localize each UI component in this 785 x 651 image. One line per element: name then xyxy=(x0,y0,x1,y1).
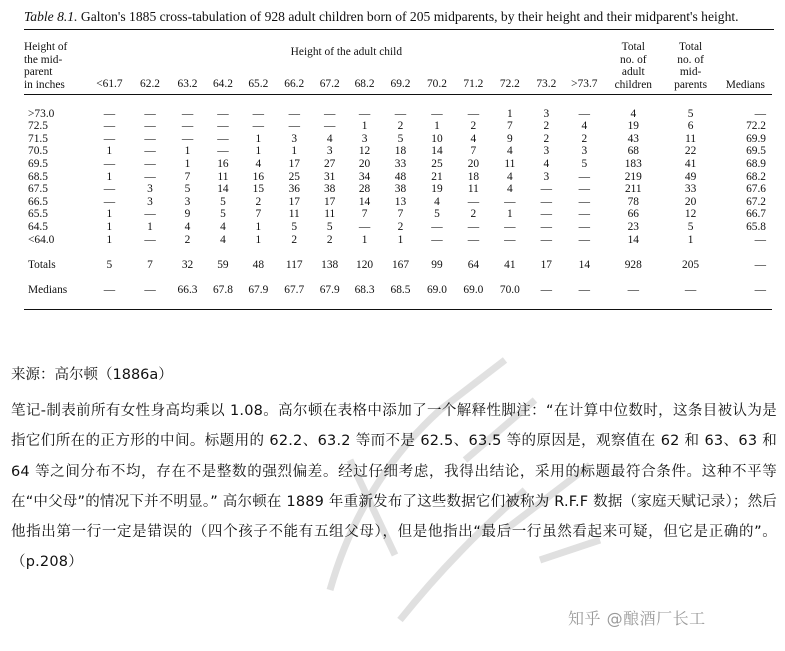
count-cell: 1 xyxy=(434,120,440,133)
count-cell: 9 xyxy=(184,208,191,221)
count-cell: — xyxy=(103,195,116,208)
count-cell: — xyxy=(540,233,552,246)
count-cell: 4 xyxy=(543,157,550,170)
count-cell: 67.8 xyxy=(212,283,233,296)
total-children-cell: 928 xyxy=(624,258,642,271)
count-cell: — xyxy=(578,107,591,120)
count-cell: 138 xyxy=(321,258,339,271)
count-cell: — xyxy=(504,220,516,233)
child-height-column-header: 65.2 xyxy=(248,78,269,90)
count-cell: — xyxy=(467,107,480,120)
table-row xyxy=(24,196,772,209)
row-label: Totals xyxy=(28,258,56,271)
count-cell: 3 xyxy=(543,170,550,183)
count-cell: — xyxy=(144,107,156,120)
total-midparents-cell: 20 xyxy=(684,195,697,208)
count-cell: 2 xyxy=(470,208,477,221)
total-midparents-cell: 5 xyxy=(687,107,694,120)
total-midparents-cell: 12 xyxy=(684,208,697,221)
count-cell: 5 xyxy=(184,183,191,196)
count-cell: 5 xyxy=(397,132,404,145)
count-cell: 9 xyxy=(507,132,513,145)
count-cell: 1 xyxy=(255,233,262,246)
count-cell: — xyxy=(103,107,116,120)
count-cell: 2 xyxy=(255,195,262,208)
count-cell: 21 xyxy=(431,170,443,183)
table-row xyxy=(24,133,772,146)
count-cell: 11 xyxy=(217,170,229,183)
count-cell: 2 xyxy=(184,233,191,246)
count-cell: 5 xyxy=(291,220,298,233)
count-cell: 17 xyxy=(323,195,336,208)
count-cell: — xyxy=(578,170,591,183)
median-cell: 72.2 xyxy=(746,120,766,133)
total-midparents-cell: 5 xyxy=(687,220,694,233)
count-cell: 11 xyxy=(467,183,479,196)
count-cell: — xyxy=(217,132,229,145)
count-cell: 1 xyxy=(255,220,262,233)
count-cell: 5 xyxy=(106,258,113,271)
count-cell: — xyxy=(144,132,156,145)
count-cell: 25 xyxy=(431,157,443,170)
count-cell: 3 xyxy=(361,132,368,145)
count-cell: — xyxy=(144,233,156,246)
count-cell: — xyxy=(540,183,552,196)
table-body xyxy=(24,95,772,310)
group-header: Height of the adult child xyxy=(290,46,403,58)
count-cell: 27 xyxy=(323,157,336,170)
count-cell: 38 xyxy=(323,183,336,196)
caption-text: Galton's 1885 cross-tabulation of 928 adult children born of 205 midparents, by their height and their midparent's height. xyxy=(80,9,739,24)
count-cell: — xyxy=(323,120,336,133)
notes-section xyxy=(11,362,777,578)
table-row xyxy=(24,234,772,247)
count-cell: 1 xyxy=(106,170,113,183)
count-cell: — xyxy=(252,120,265,133)
table-row xyxy=(24,221,772,234)
count-cell: 4 xyxy=(326,132,333,145)
row-spacer xyxy=(24,271,772,284)
median-cell: — xyxy=(754,233,766,246)
total-children-cell: 68 xyxy=(627,145,639,158)
count-cell: 14 xyxy=(217,183,229,196)
count-cell: 1 xyxy=(106,145,113,158)
row-label: 64.5 xyxy=(28,220,48,233)
total-children-cell: 219 xyxy=(624,170,642,183)
child-height-column-header: 67.2 xyxy=(319,78,340,90)
count-cell: 4 xyxy=(470,132,477,145)
count-cell: 5 xyxy=(220,195,226,208)
header-line: no. of xyxy=(620,53,647,66)
count-cell: 31 xyxy=(323,170,336,183)
count-cell: 1 xyxy=(255,132,262,145)
count-cell: 17 xyxy=(540,258,552,271)
count-cell: 32 xyxy=(181,258,194,271)
count-cell: 2 xyxy=(543,120,550,133)
count-cell: 1 xyxy=(255,145,262,158)
total-children-cell: 23 xyxy=(627,220,639,233)
medians-header: Medians xyxy=(725,78,765,91)
zhihu-watermark: 知乎 @酿酒厂长工 xyxy=(568,609,706,628)
count-cell: 4 xyxy=(255,157,262,170)
count-cell: — xyxy=(431,233,443,246)
count-cell: 16 xyxy=(217,157,229,170)
median-cell: 68.2 xyxy=(746,170,766,183)
count-cell: 5 xyxy=(434,208,440,221)
row-label: 71.5 xyxy=(28,132,48,145)
count-cell: 17 xyxy=(288,157,300,170)
count-cell: 1 xyxy=(184,157,191,170)
table-row xyxy=(24,108,772,121)
count-cell: — xyxy=(504,233,516,246)
table-row xyxy=(24,120,772,133)
child-height-column-header: 68.2 xyxy=(354,78,375,90)
child-height-column-header: 69.2 xyxy=(390,78,411,90)
child-height-column-header: <61.7 xyxy=(96,78,123,90)
count-cell: 18 xyxy=(467,170,480,183)
count-cell: — xyxy=(358,107,371,120)
count-cell: 12 xyxy=(358,145,371,158)
total-midparents-cell: — xyxy=(684,283,697,296)
count-cell: 5 xyxy=(326,220,333,233)
row-spacer xyxy=(24,246,772,259)
count-cell: — xyxy=(578,233,591,246)
count-cell: 3 xyxy=(147,195,153,208)
count-cell: 1 xyxy=(361,233,368,246)
median-cell: 65.8 xyxy=(746,220,766,233)
count-cell: — xyxy=(578,283,591,296)
count-cell: 3 xyxy=(291,132,298,145)
count-cell: — xyxy=(217,120,229,133)
count-cell: 167 xyxy=(391,258,410,271)
count-cell: — xyxy=(144,208,156,221)
count-cell: 38 xyxy=(394,183,407,196)
count-cell: — xyxy=(217,145,229,158)
count-cell: — xyxy=(540,220,552,233)
count-cell: — xyxy=(431,220,443,233)
count-cell: 7 xyxy=(361,208,368,221)
table-row xyxy=(24,259,772,272)
table-row xyxy=(24,284,772,297)
count-cell: — xyxy=(578,195,591,208)
table-row xyxy=(24,158,772,171)
total-midparents-cell: 6 xyxy=(687,120,694,133)
count-cell: 11 xyxy=(288,208,300,221)
total-children-header xyxy=(604,30,662,95)
child-height-column-header: 63.2 xyxy=(177,78,198,90)
count-cell: 1 xyxy=(397,233,404,246)
total-children-cell: — xyxy=(627,283,639,296)
total-children-cell: 211 xyxy=(624,183,642,196)
count-cell: 48 xyxy=(394,170,407,183)
count-cell: — xyxy=(540,283,552,296)
median-cell: 69.5 xyxy=(746,145,766,158)
count-cell: 69.0 xyxy=(463,283,484,296)
total-children-cell: 4 xyxy=(630,107,637,120)
count-cell: 2 xyxy=(470,120,477,133)
header-line: children xyxy=(614,78,652,91)
row-header-line: Height of xyxy=(24,41,68,53)
table-row xyxy=(24,171,772,184)
count-cell: — xyxy=(103,120,116,133)
row-label: 67.5 xyxy=(28,183,48,196)
child-height-column-header: 70.2 xyxy=(426,78,447,90)
count-cell: 3 xyxy=(543,145,550,158)
row-label: >73.0 xyxy=(28,107,55,120)
count-cell: 48 xyxy=(252,258,265,271)
count-cell: 99 xyxy=(431,258,443,271)
total-children-cell: 43 xyxy=(627,132,639,145)
count-cell: — xyxy=(144,145,156,158)
count-cell: 7 xyxy=(184,170,191,183)
count-cell: — xyxy=(288,107,300,120)
count-cell: 1 xyxy=(507,107,513,120)
count-cell: 64 xyxy=(467,258,480,271)
count-cell: — xyxy=(144,120,156,133)
row-header-line: parent xyxy=(24,66,53,78)
header-line: mid- xyxy=(679,66,702,78)
count-cell: 2 xyxy=(581,132,588,145)
header-line: parents xyxy=(674,78,708,91)
count-cell: 14 xyxy=(358,195,371,208)
count-cell: 7 xyxy=(507,120,513,133)
header-line: no. of xyxy=(677,53,704,66)
table-caption xyxy=(24,8,774,25)
count-cell: 20 xyxy=(358,157,371,170)
count-cell: — xyxy=(144,283,156,296)
cross-tab-table xyxy=(24,30,772,310)
row-label: 70.5 xyxy=(28,145,48,158)
count-cell: 2 xyxy=(397,120,404,133)
source-line: 来源：高尔顿（1886a） xyxy=(11,367,173,383)
child-height-column-header: 64.2 xyxy=(212,78,233,90)
count-cell: 7 xyxy=(255,208,262,221)
count-cell: 1 xyxy=(106,220,113,233)
count-cell: 14 xyxy=(578,258,591,271)
median-cell: — xyxy=(754,258,766,271)
count-cell: 68.3 xyxy=(354,283,375,296)
total-midparents-cell: 11 xyxy=(685,132,697,145)
count-cell: 28 xyxy=(358,183,371,196)
count-cell: — xyxy=(467,195,480,208)
count-cell: 10 xyxy=(431,132,443,145)
count-cell: — xyxy=(181,107,194,120)
count-cell: 67.9 xyxy=(319,283,340,296)
count-cell: — xyxy=(252,107,265,120)
total-children-cell: 66 xyxy=(627,208,639,221)
count-cell: — xyxy=(323,107,336,120)
count-cell: 36 xyxy=(288,183,300,196)
count-cell: 18 xyxy=(394,145,407,158)
count-cell: 19 xyxy=(431,183,443,196)
count-cell: 33 xyxy=(394,157,407,170)
count-cell: 5 xyxy=(581,157,588,170)
table-row xyxy=(24,145,772,158)
count-cell: 13 xyxy=(394,195,407,208)
child-height-column-header: 71.2 xyxy=(463,78,484,90)
header-line: Total xyxy=(621,41,645,53)
median-cell: — xyxy=(754,283,766,296)
total-children-cell: 78 xyxy=(627,195,639,208)
count-cell: 1 xyxy=(106,233,113,246)
count-cell: 4 xyxy=(184,220,191,233)
count-cell: 1 xyxy=(507,208,513,221)
total-midparents-cell: 49 xyxy=(684,170,697,183)
total-children-cell: 183 xyxy=(624,157,642,170)
child-height-column-header: >73.7 xyxy=(571,78,598,90)
count-cell: 67.7 xyxy=(284,283,305,296)
median-cell: 67.2 xyxy=(746,195,766,208)
count-cell: 4 xyxy=(220,220,226,233)
count-cell: 41 xyxy=(504,258,516,271)
count-cell: 3 xyxy=(581,145,588,158)
count-cell: 66.3 xyxy=(177,283,198,296)
count-cell: — xyxy=(431,107,443,120)
count-cell: — xyxy=(181,120,194,133)
total-children-cell: 14 xyxy=(627,233,639,246)
count-cell: — xyxy=(181,132,194,145)
median-cell: 69.9 xyxy=(746,132,766,145)
total-midparents-cell: 33 xyxy=(684,183,697,196)
row-spacer xyxy=(24,297,772,310)
median-cell: — xyxy=(754,107,766,120)
row-label: 66.5 xyxy=(28,195,48,208)
count-cell: — xyxy=(504,195,516,208)
median-cell: 68.9 xyxy=(746,157,766,170)
count-cell: — xyxy=(394,107,407,120)
row-header xyxy=(24,30,89,95)
count-cell: — xyxy=(103,132,116,145)
table-row xyxy=(24,208,772,221)
child-height-column-header: 72.2 xyxy=(499,78,520,90)
count-cell: — xyxy=(578,208,591,221)
count-cell: — xyxy=(144,157,156,170)
caption-tag: Table 8.1. xyxy=(24,9,78,24)
total-midparents-header xyxy=(662,30,718,95)
count-cell: 7 xyxy=(147,258,153,271)
count-cell: 67.9 xyxy=(248,283,269,296)
count-cell: 34 xyxy=(358,170,371,183)
child-height-column-header: 73.2 xyxy=(536,78,557,90)
count-cell: 2 xyxy=(543,132,550,145)
child-height-column-header: 62.2 xyxy=(140,78,160,90)
count-cell: 3 xyxy=(326,145,333,158)
count-cell: — xyxy=(467,220,480,233)
row-label: Medians xyxy=(28,283,68,296)
row-header-line: in inches xyxy=(24,78,65,91)
total-midparents-cell: 22 xyxy=(684,145,697,158)
count-cell: 117 xyxy=(285,258,303,271)
count-cell: 20 xyxy=(467,157,480,170)
notes-paragraph: 笔记-制表前所有女性身高均乘以 1.08。高尔顿在表格中添加了一个解释性脚注：“在计算中位数时，这条目被认为是指它们所在的正方形的中间。标题用的 62.2、63.2 等而不是 62.5、63.5 等的原因是，观察值在 62 和 63、63 和 64 等之间分布不均，存在不是整数的强烈偏差。经过仔细考虑，我得出结论，采用的标题最符合条件。这种不平等在“中父母”的情况下并不明显。” 高尔顿在 1889 年重新发布了这些数据它们被称为 R.F.F 数据（家庭天赋记录）；然后他指出第一行一定是错误的（四个孩子不能有五组父母），但是他指出“最后一行虽然看起来可疑，但它是正确的”。（p.208） xyxy=(11,403,778,571)
count-cell: 5 xyxy=(220,208,226,221)
row-label: <64.0 xyxy=(28,233,55,246)
count-cell: — xyxy=(103,283,116,296)
count-cell: 4 xyxy=(434,195,440,208)
count-cell: 3 xyxy=(184,195,191,208)
count-cell: 70.0 xyxy=(499,283,520,296)
count-cell: 2 xyxy=(397,220,404,233)
count-cell: — xyxy=(288,120,300,133)
total-midparents-cell: 1 xyxy=(687,233,694,246)
table-figure xyxy=(24,8,774,310)
count-cell: 1 xyxy=(291,145,298,158)
table-row xyxy=(24,183,772,196)
count-cell: — xyxy=(217,107,229,120)
count-cell: 59 xyxy=(217,258,229,271)
count-cell: 7 xyxy=(397,208,404,221)
count-cell: — xyxy=(578,220,591,233)
count-cell: — xyxy=(103,157,116,170)
count-cell: 4 xyxy=(507,183,513,196)
count-cell: 3 xyxy=(543,107,550,120)
count-cell: 4 xyxy=(507,170,513,183)
count-cell: 1 xyxy=(147,220,153,233)
count-cell: 4 xyxy=(581,120,588,133)
header-line: adult xyxy=(621,66,645,78)
median-cell: 67.6 xyxy=(746,183,766,196)
count-cell: 1 xyxy=(106,208,113,221)
count-cell: 2 xyxy=(326,233,333,246)
count-cell: — xyxy=(358,220,371,233)
count-cell: 4 xyxy=(507,145,513,158)
count-cell: 120 xyxy=(356,258,374,271)
count-cell: 2 xyxy=(291,233,298,246)
row-spacer xyxy=(24,95,772,108)
count-cell: — xyxy=(103,183,116,196)
row-label: 65.5 xyxy=(28,208,48,221)
total-midparents-cell: 41 xyxy=(684,157,697,170)
row-label: 72.5 xyxy=(28,120,48,133)
count-cell: 14 xyxy=(431,145,443,158)
count-cell: 17 xyxy=(288,195,300,208)
count-cell: — xyxy=(467,233,480,246)
count-cell: — xyxy=(540,195,552,208)
count-cell: 16 xyxy=(252,170,265,183)
row-header-line: the mid- xyxy=(24,53,63,66)
count-cell: — xyxy=(144,170,156,183)
row-label: 68.5 xyxy=(28,170,48,183)
count-cell: 3 xyxy=(147,183,153,196)
median-cell: 66.7 xyxy=(746,208,766,221)
row-label: 69.5 xyxy=(28,157,48,170)
count-cell: — xyxy=(578,183,591,196)
count-cell: 69.0 xyxy=(426,283,447,296)
count-cell: 15 xyxy=(252,183,265,196)
count-cell: 11 xyxy=(324,208,336,221)
count-cell: 68.5 xyxy=(390,283,411,296)
child-height-column-header: 66.2 xyxy=(284,78,305,90)
total-children-cell: 19 xyxy=(627,120,639,133)
count-cell: 1 xyxy=(184,145,191,158)
count-cell: 11 xyxy=(504,157,516,170)
count-cell: — xyxy=(540,208,552,221)
count-cell: 4 xyxy=(220,233,226,246)
count-cell: 25 xyxy=(288,170,300,183)
count-cell: 1 xyxy=(361,120,368,133)
count-cell: 7 xyxy=(470,145,477,158)
total-midparents-cell: 205 xyxy=(682,258,700,271)
header-line: Total xyxy=(678,41,703,53)
